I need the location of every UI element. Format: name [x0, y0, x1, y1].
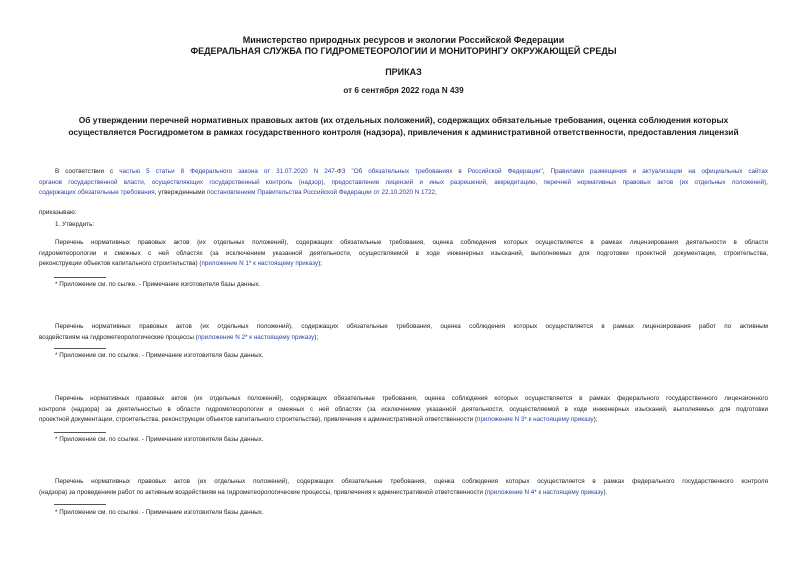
- appendix-3-link[interactable]: приложение N 3* к настоящему приказу: [477, 416, 594, 424]
- list-item-appendix-3: [39, 394, 768, 426]
- paragraph-text: ).: [603, 488, 608, 496]
- law-247-fz-link[interactable]: частью 5 статьи 8 Федерального закона от 31.07.2020 N 247-ФЗ "Об обязательных требованиях в Российской Федерации": [119, 168, 543, 175]
- list-item-appendix-1: [39, 238, 768, 270]
- rules-placement-link[interactable]: Правилами размещения и актуализации на официальных сайтах: [550, 168, 768, 175]
- appendix-1-link[interactable]: приложение N 1* к настоящему приказу: [201, 260, 319, 268]
- paragraph-line: Перечень нормативных правовых актов (их отдельных положений), содержащих обязательные требования, оценка соблюдения которых осуществляется в рамках лицензирования деятельности в области: [55, 239, 768, 246]
- paragraph-text: реконструкции объектов капитального строительства) (: [39, 260, 202, 268]
- document-date-number: от 6 сентября 2022 года N 439: [343, 86, 464, 95]
- paragraph-line: Перечень нормативных правовых актов (их отдельных положений), содержащих обязательные требования, оценка соблюдения которых осуществляется в рамках федерального государственного лицензионного: [55, 395, 768, 402]
- document-title-line1: Об утверждении перечней нормативных правовых актов (их отдельных положений), содержащих обязательные требования, оценка соблюдения которых: [78, 115, 729, 125]
- rules-placement-link-end[interactable]: содержащих обязательные требования: [39, 189, 155, 197]
- appendix-4-link[interactable]: приложение N 4* к настоящему приказу: [486, 488, 604, 496]
- appendix-2-link[interactable]: приложение N 2* к настоящему приказу: [197, 333, 315, 341]
- paragraph-line: Перечень нормативных правовых актов (их отдельных положений), содержащих обязательные требования, оценка соблюдения которых осуществляется в рамках лицензирования работ по активным: [55, 323, 768, 330]
- preamble-text: В соответствии с: [55, 168, 120, 175]
- paragraph-line: контроля (надзора) за деятельностью в области гидрометеорологии и смежных с ней областях (за исключением указанной деятельности, осуществляемой в ходе инженерных изысканий, выполняемых для подготовки: [39, 405, 768, 413]
- preamble-text: ,: [542, 168, 551, 175]
- paragraph-text: (надзора) за проведением работ по активным воздействиям на гидрометеорологические процессы, привлечения к административной ответственности (: [39, 488, 487, 496]
- list-item-appendix-2: [39, 322, 768, 343]
- document-title-line2: осуществляется Росгидрометом в рамках государственного контроля (надзора), привлечения к административной ответственности, предоставления лицензий: [68, 127, 739, 137]
- government-decree-1722-link[interactable]: постановлением Правительства Российской Федерации от 22.10.2020 N 1722: [206, 189, 436, 197]
- footnote-divider: [54, 277, 106, 278]
- ministry-name: Министерство природных ресурсов и экологии Российской Федерации: [242, 35, 565, 45]
- footnote-2: * Приложение см. по ссылке. - Примечание изготовителя базы данных.: [55, 352, 264, 359]
- service-name: ФЕДЕРАЛЬНАЯ СЛУЖБА ПО ГИДРОМЕТЕОРОЛОГИИ И МОНИТОРИНГУ ОКРУЖАЮЩЕЙ СРЕДЫ: [190, 46, 617, 56]
- rules-placement-link-cont[interactable]: органов государственной власти, осуществляющих государственный контроль (надзор), предоставление лицензий и иных разрешений, аккредитацию, перечней нормативных правовых актов (их отдельных положений),: [39, 178, 768, 186]
- footnote-3: * Приложение см. по ссылке. - Примечание изготовителя базы данных.: [55, 436, 264, 443]
- footnote-divider: [54, 432, 106, 433]
- item-1-approve: 1. Утвердить:: [55, 221, 95, 228]
- footnote-divider: [54, 504, 106, 505]
- footnote-4: * Приложение см. по ссылке. - Примечание изготовителя базы данных.: [55, 509, 264, 516]
- paragraph-text: );: [593, 416, 598, 424]
- preamble-paragraph: [39, 167, 768, 199]
- paragraph-text: );: [314, 333, 319, 341]
- paragraph-text: );: [318, 260, 322, 268]
- paragraph-line: Перечень нормативных правовых актов (их отдельных положений), содержащих обязательные требования, оценка соблюдения которых осуществляется в рамках федерального государственного контроля: [55, 478, 768, 485]
- document-type: ПРИКАЗ: [385, 67, 422, 77]
- paragraph-text: проектной документации, строительства, реконструкции объектов капитального строительства), привлечения к административной ответственности (: [39, 416, 478, 424]
- footnote-divider: [54, 348, 106, 349]
- order-word: приказываю:: [39, 209, 77, 216]
- preamble-text: ,: [435, 189, 437, 197]
- paragraph-text: воздействиям на гидрометеорологические процессы (: [39, 333, 198, 341]
- paragraph-line: гидрометеорологии и смежных с ней областях (за исключением указанной деятельности, осуществляемой в ходе инженерных изысканий, выполняемых для подготовки проектной документации, строительства,: [39, 249, 768, 257]
- list-item-appendix-4: [39, 477, 768, 498]
- preamble-text: , утвержденными: [154, 189, 207, 197]
- footnote-1: * Приложение см. по сылке. - Примечание изготовителя базы данных.: [55, 281, 261, 288]
